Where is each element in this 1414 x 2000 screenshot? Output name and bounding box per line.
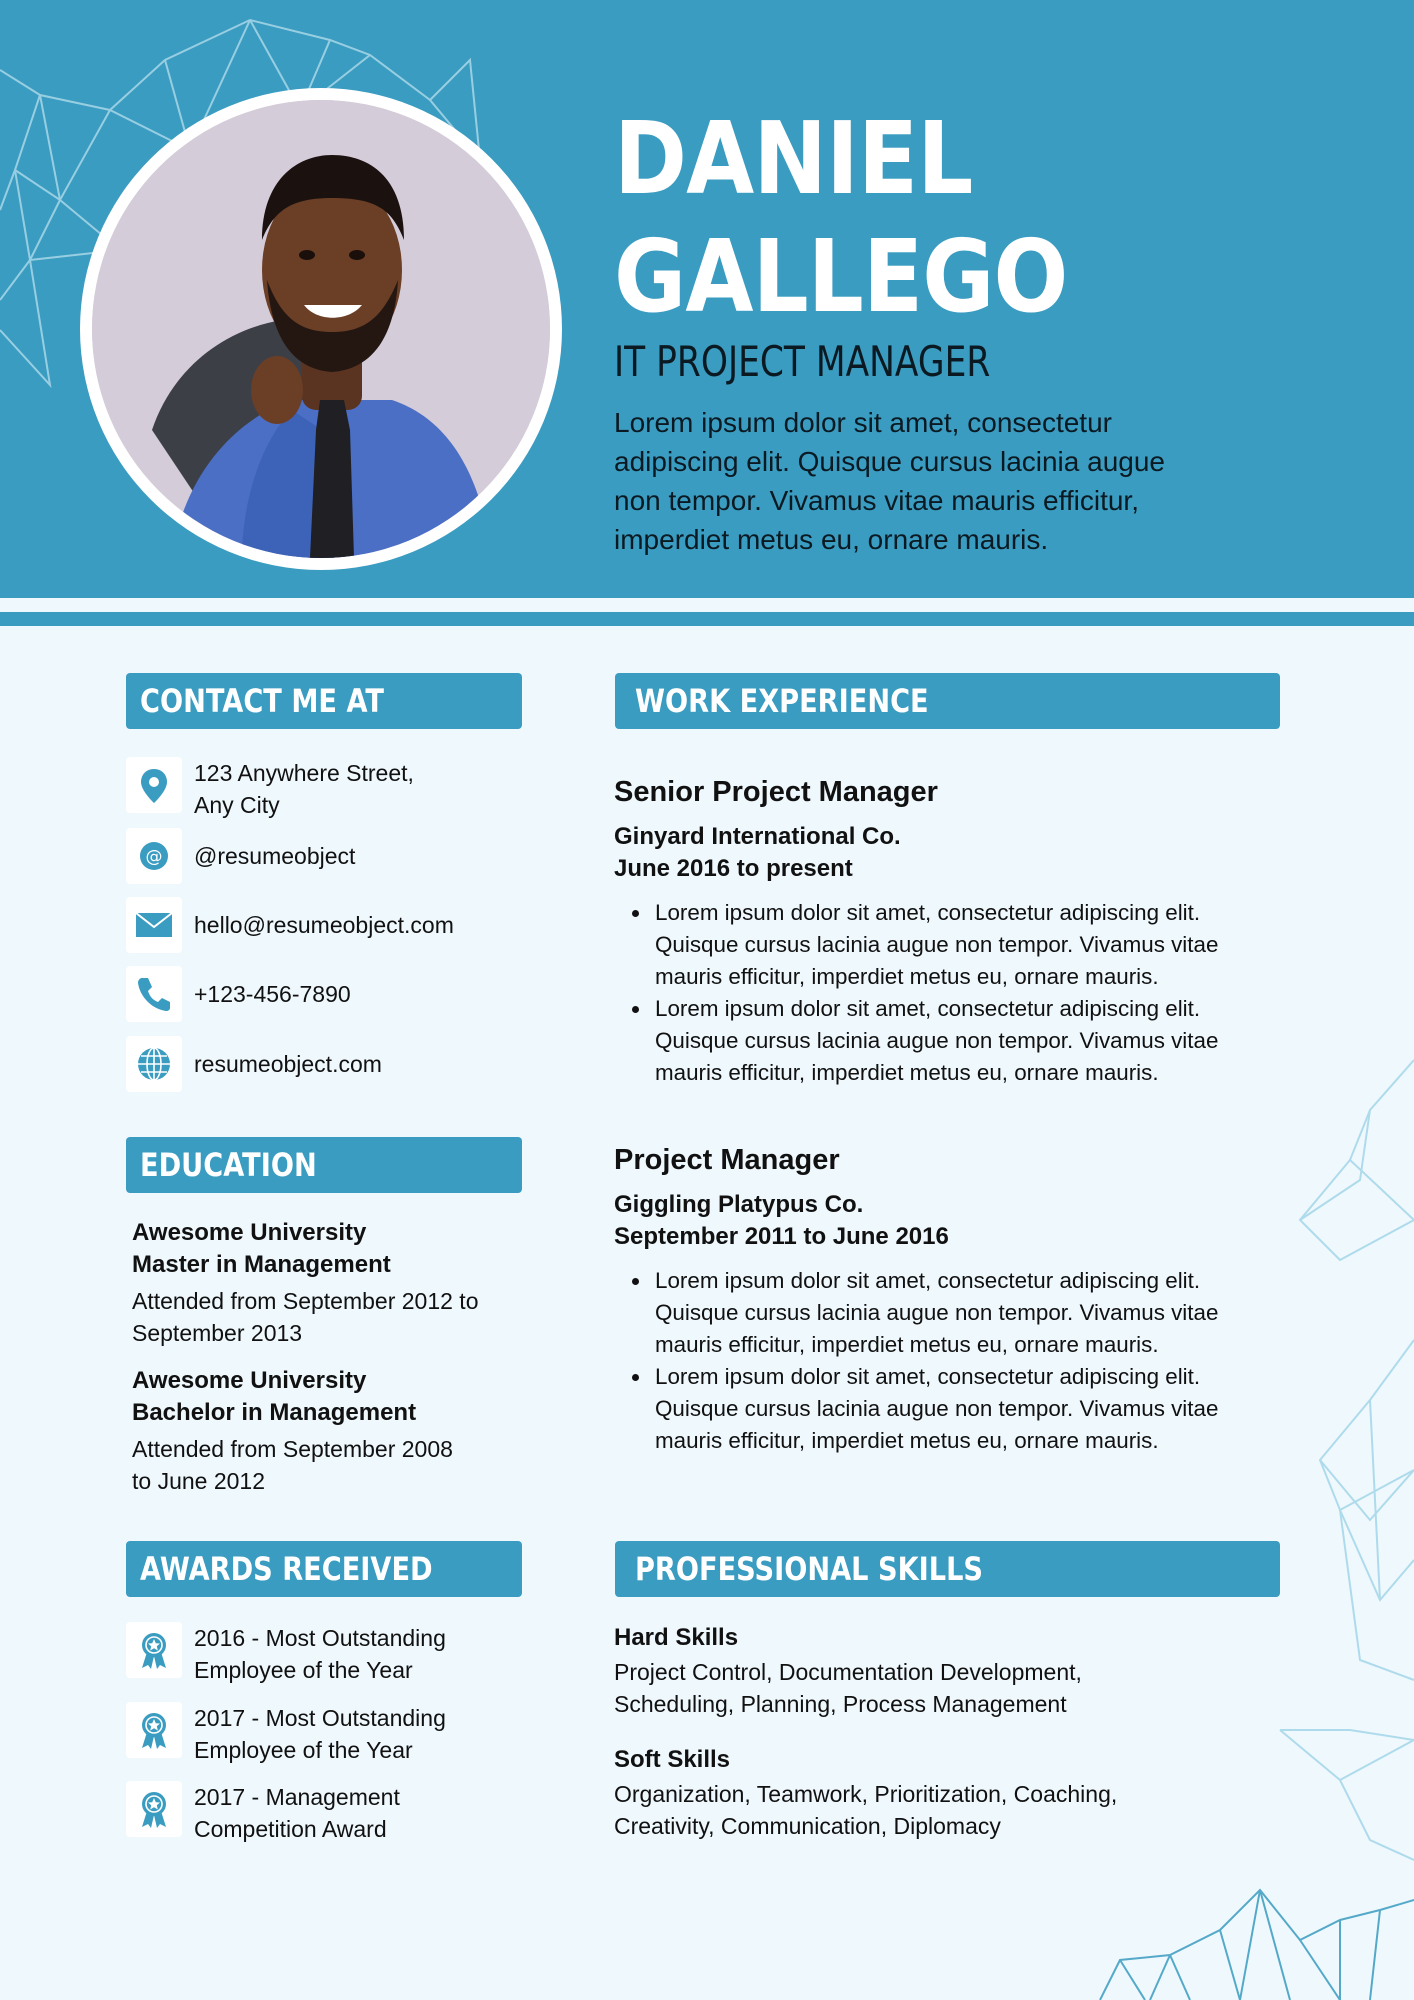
degree-name: Bachelor in Management [132, 1399, 417, 1426]
last-name: GALLEGO [614, 218, 1068, 335]
header-divider-stripe [0, 612, 1414, 626]
address-line-1: 123 Anywhere Street, [194, 760, 414, 786]
job-company-and-dates [614, 1189, 1294, 1253]
employment-dates: September 2011 to June 2016 [614, 1223, 949, 1250]
school-name: Awesome University [132, 1219, 367, 1246]
education-entry-1 [132, 1217, 512, 1349]
job-duties-list [614, 1265, 1294, 1457]
degree-name: Master in Management [132, 1251, 391, 1278]
award-ribbon-icon [126, 1622, 182, 1678]
award-title: 2017 - Most Outstanding [194, 1705, 446, 1731]
location-pin-icon [126, 757, 182, 813]
social-handle[interactable]: @resumeobject [194, 843, 356, 869]
school-name: Awesome University [132, 1367, 367, 1394]
at-sign-icon [126, 828, 182, 884]
award-title: 2017 - Management [194, 1784, 400, 1810]
email-address[interactable]: hello@resumeobject.com [194, 912, 454, 938]
job-duties-list [614, 897, 1294, 1089]
job-role: Project Manager [614, 1144, 840, 1176]
work-experience-section-heading: WORK EXPERIENCE [615, 673, 1280, 729]
awards-section-heading: AWARDS RECEIVED [126, 1541, 522, 1597]
job-role: Senior Project Manager [614, 776, 938, 808]
phone-icon [126, 966, 182, 1022]
skill-group-hard [614, 1622, 1294, 1720]
company-name: Ginyard International Co. [614, 823, 901, 850]
skill-group-list: Organization, Teamwork, Prioritization, Coaching, Creativity, Communication, Diplomacy [614, 1781, 1118, 1839]
professional-skills-section-heading: PROFESSIONAL SKILLS [615, 1541, 1280, 1597]
envelope-icon [126, 897, 182, 953]
company-name: Giggling Platypus Co. [614, 1191, 864, 1218]
contact-section-heading: CONTACT ME AT [126, 673, 522, 729]
address-line-2: Any City [194, 792, 280, 818]
svg-text:@: @ [145, 847, 163, 867]
job-entry-1 [614, 773, 1294, 1089]
list-item: Lorem ipsum dolor sit amet, consectetur adipiscing elit. Quisque cursus lacinia augue non tempor. Vivamus vitae mauris efficitur, imperdiet metus eu, ornare mauris. [614, 1361, 1294, 1457]
skill-group-soft [614, 1744, 1294, 1842]
job-company-and-dates [614, 821, 1294, 885]
list-item: Lorem ipsum dolor sit amet, consectetur adipiscing elit. Quisque cursus lacinia augue non tempor. Vivamus vitae mauris efficitur, imperdiet metus eu, ornare mauris. [614, 1265, 1294, 1361]
attendance-dates: Attended from September 2008 to June 2012 [132, 1436, 453, 1494]
profile-summary: Lorem ipsum dolor sit amet, consectetur adipiscing elit. Quisque cursus lacinia augue non tempor. Vivamus vitae mauris efficitur, imperdiet metus eu, ornare mauris. [614, 407, 1165, 555]
award-ribbon-icon [126, 1781, 182, 1837]
award-subtitle: Employee of the Year [194, 1737, 413, 1763]
skill-group-title: Hard Skills [614, 1624, 739, 1651]
employment-dates: June 2016 to present [614, 855, 853, 882]
phone-number[interactable]: +123-456-7890 [194, 981, 351, 1007]
profile-photo [92, 100, 550, 558]
award-subtitle: Employee of the Year [194, 1657, 413, 1683]
job-entry-2 [614, 1141, 1294, 1457]
education-entry-2 [132, 1365, 512, 1497]
skill-group-title: Soft Skills [614, 1746, 731, 1773]
candidate-name [614, 100, 1283, 336]
award-subtitle: Competition Award [194, 1816, 387, 1842]
first-name: DANIEL [614, 100, 973, 217]
globe-icon [126, 1036, 182, 1092]
website-url[interactable]: resumeobject.com [194, 1051, 382, 1077]
list-item: Lorem ipsum dolor sit amet, consectetur adipiscing elit. Quisque cursus lacinia augue non tempor. Vivamus vitae mauris efficitur, imperdiet metus eu, ornare mauris. [614, 993, 1294, 1089]
skill-group-list: Project Control, Documentation Development, Scheduling, Planning, Process Management [614, 1659, 1082, 1717]
award-title: 2016 - Most Outstanding [194, 1625, 446, 1651]
job-title: IT PROJECT MANAGER [614, 337, 991, 386]
education-section-heading: EDUCATION [126, 1137, 522, 1193]
list-item: Lorem ipsum dolor sit amet, consectetur adipiscing elit. Quisque cursus lacinia augue non tempor. Vivamus vitae mauris efficitur, imperdiet metus eu, ornare mauris. [614, 897, 1294, 993]
header-banner [0, 0, 1414, 598]
attendance-dates: Attended from September 2012 to September 2013 [132, 1288, 479, 1346]
award-ribbon-icon [126, 1702, 182, 1758]
